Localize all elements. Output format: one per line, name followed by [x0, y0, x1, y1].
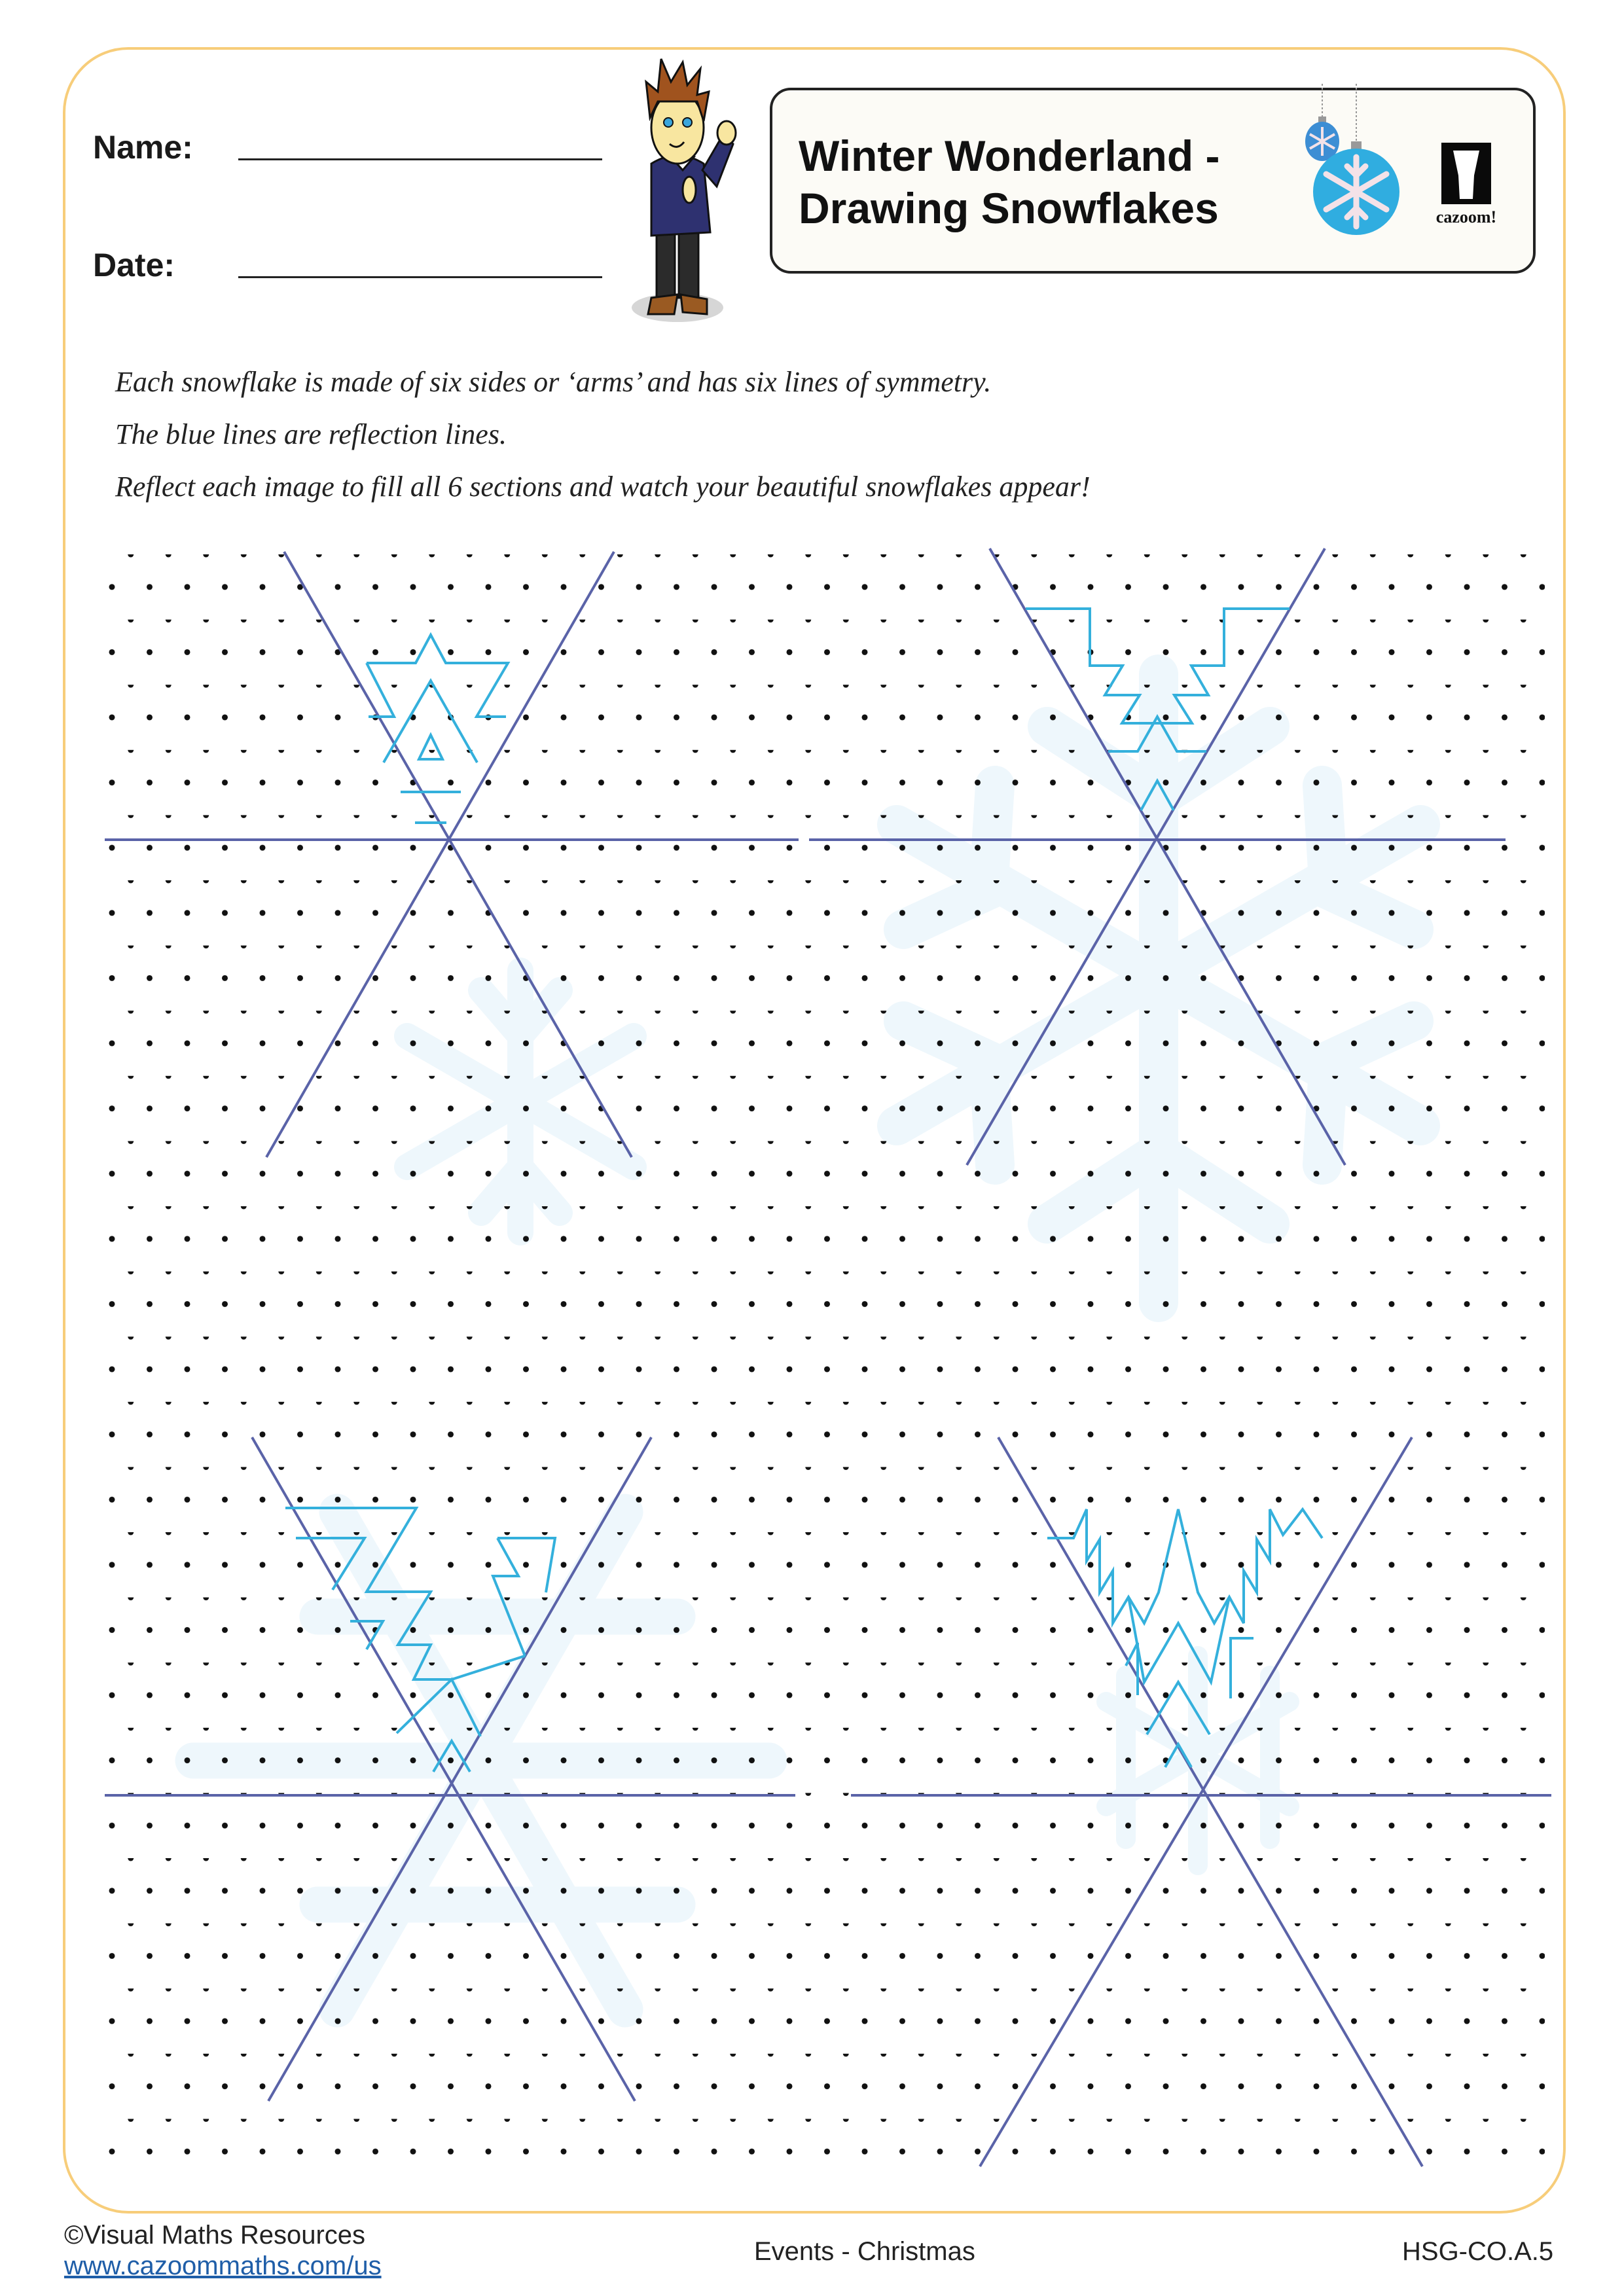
- copyright-text: ©Visual Maths Resources: [64, 2221, 366, 2250]
- name-label: Name:: [93, 129, 193, 166]
- title-line-2: Drawing Snowflakes: [799, 184, 1219, 232]
- title-line-1: Winter Wonderland -: [799, 132, 1220, 180]
- standard-code: HSG-CO.A.5: [1402, 2237, 1554, 2266]
- instruction-1: Each snowflake is made of six sides or ‘arms’ and has six lines of symmetry.: [115, 366, 992, 398]
- instruction-3: Reflect each image to fill all 6 sections and watch your beautiful snowflakes appear!: [115, 471, 1091, 503]
- website-link[interactable]: www.cazoommaths.com/us: [64, 2251, 382, 2280]
- instruction-2: The blue lines are reflection lines.: [115, 418, 507, 450]
- category-text: Events - Christmas: [754, 2237, 975, 2266]
- date-label: Date:: [93, 247, 175, 283]
- svg-text:cazoom!: cazoom!: [1435, 207, 1497, 226]
